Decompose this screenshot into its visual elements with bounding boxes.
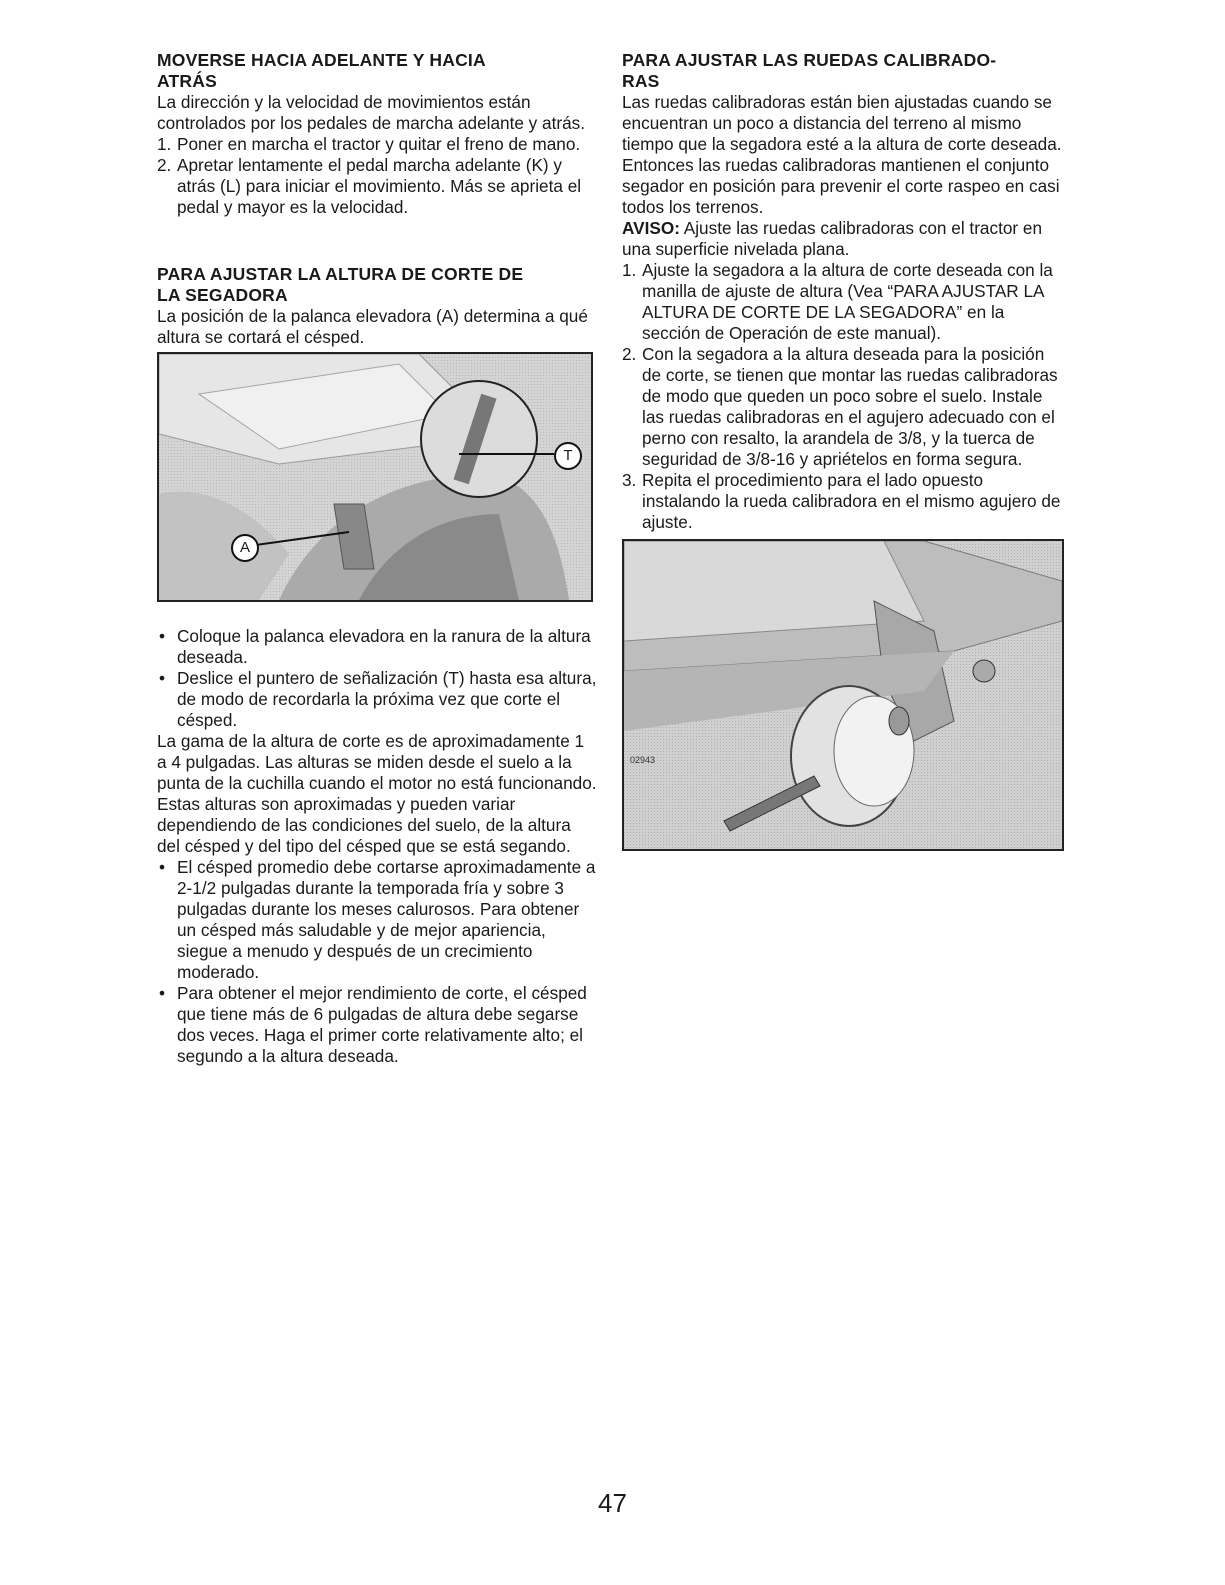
step-item: 1. Ajuste la segadora a la altura de corte deseada con la manilla de ajuste de altura (Vea “PARA AJUSTAR LA ALTURA DE CORTE DE LA SEGADORA” en la sección de Operación de este manual). — [622, 260, 1053, 343]
right-column — [622, 50, 1062, 851]
aviso-label: AVISO: — [622, 218, 680, 238]
list-item: • El césped promedio debe cortarse aproximadamente a 2-1/2 pulgadas durante la temporada fría y sobre 3 pulgadas durante los meses calurosos. Para obtener un césped más saludable y de mejor apariencia, siegue a menudo y después de un crecimiento moderado. — [159, 857, 596, 982]
step-item: 1. Poner en marcha el tractor y quitar el freno de mano. — [157, 134, 581, 154]
lawn-bullets — [157, 857, 597, 1067]
section-title-gauge-wheels: PARA AJUSTAR LAS RUEDAS CALIBRADO- RAS — [622, 50, 997, 91]
step-item: 2. Con la segadora a la altura deseada para la posición de corte, se tienen que montar las ruedas calibradoras de modo que queden un poco sobre el suelo. Instale las ruedas calibradoras en el agujero adecuado con el perno con resalto, la arandela de 3/8, y la tuerca de seguridad de 3/8-16 y apriételos en forma segura. — [622, 344, 1058, 469]
left-column — [157, 50, 597, 1067]
section-title-move: MOVERSE HACIA ADELANTE Y HACIA ATRÁS — [157, 50, 486, 91]
cut-height-intro: La posición de la palanca elevadora (A) determina a qué altura se cortará el césped. — [157, 306, 588, 347]
lift-lever-figure — [157, 352, 593, 602]
list-item: • Para obtener el mejor rendimiento de corte, el césped que tiene más de 6 pulgadas de altura debe segarse dos veces. Haga el primer corte relativamente alto; el segundo a la altura deseada. — [159, 983, 587, 1066]
section-title-cut-height: PARA AJUSTAR LA ALTURA DE CORTE DE LA SEGADORA — [157, 264, 524, 305]
list-item: • Coloque la palanca elevadora en la ranura de la altura deseada. — [159, 626, 591, 667]
aviso-note: AVISO: Ajuste las ruedas calibradoras con el tractor en una superficie nivelada plana. — [622, 218, 1043, 259]
lift-lever-illustration — [159, 354, 591, 600]
page-number: 47 — [598, 1488, 627, 1518]
callout-a: A — [231, 534, 259, 562]
gauge-wheels-intro: Las ruedas calibradoras están bien ajustadas cuando se encuentran un poco a distancia del terreno al mismo tiempo que la segadora esté a la altura de corte deseada. Entonces las ruedas calibradoras mantienen el conjunto segador en posición para prevenir el corte raspeo en casi todos los terrenos. — [622, 92, 1062, 217]
gauge-wheel-illustration — [624, 541, 1062, 849]
gauge-wheel-steps — [622, 260, 1062, 533]
figure-code: 02943 — [630, 755, 656, 765]
lever-bullets — [157, 626, 597, 731]
callout-t: T — [554, 442, 582, 470]
gauge-wheel-figure — [622, 539, 1064, 851]
list-item: • Deslice el puntero de señalización (T) hasta esa altura, de modo de recordarla la próxima vez que corte el césped. — [159, 668, 597, 730]
step-item: 2. Apretar lentamente el pedal marcha adelante (K) y atrás (L) para iniciar el movimiento. Más se aprieta el pedal y mayor es la velocidad. — [157, 155, 582, 217]
step-item: 3. Repita el procedimiento para el lado opuesto instalando la rueda calibradora en el mismo agujero de ajuste. — [622, 470, 1061, 532]
move-intro: La dirección y la velocidad de movimientos están controlados por los pedales de marcha adelante y atrás. — [157, 92, 586, 133]
cut-range-text: La gama de la altura de corte es de aproximadamente 1 a 4 pulgadas. Las alturas se miden desde el suelo a la punta de la cuchilla cuando el motor no está funcionando. Estas alturas son aproximadas y pueden variar dependiendo de las condiciones del suelo, de la altura del césped y del tipo del césped que se está segando. — [157, 731, 597, 856]
move-steps — [157, 134, 597, 218]
